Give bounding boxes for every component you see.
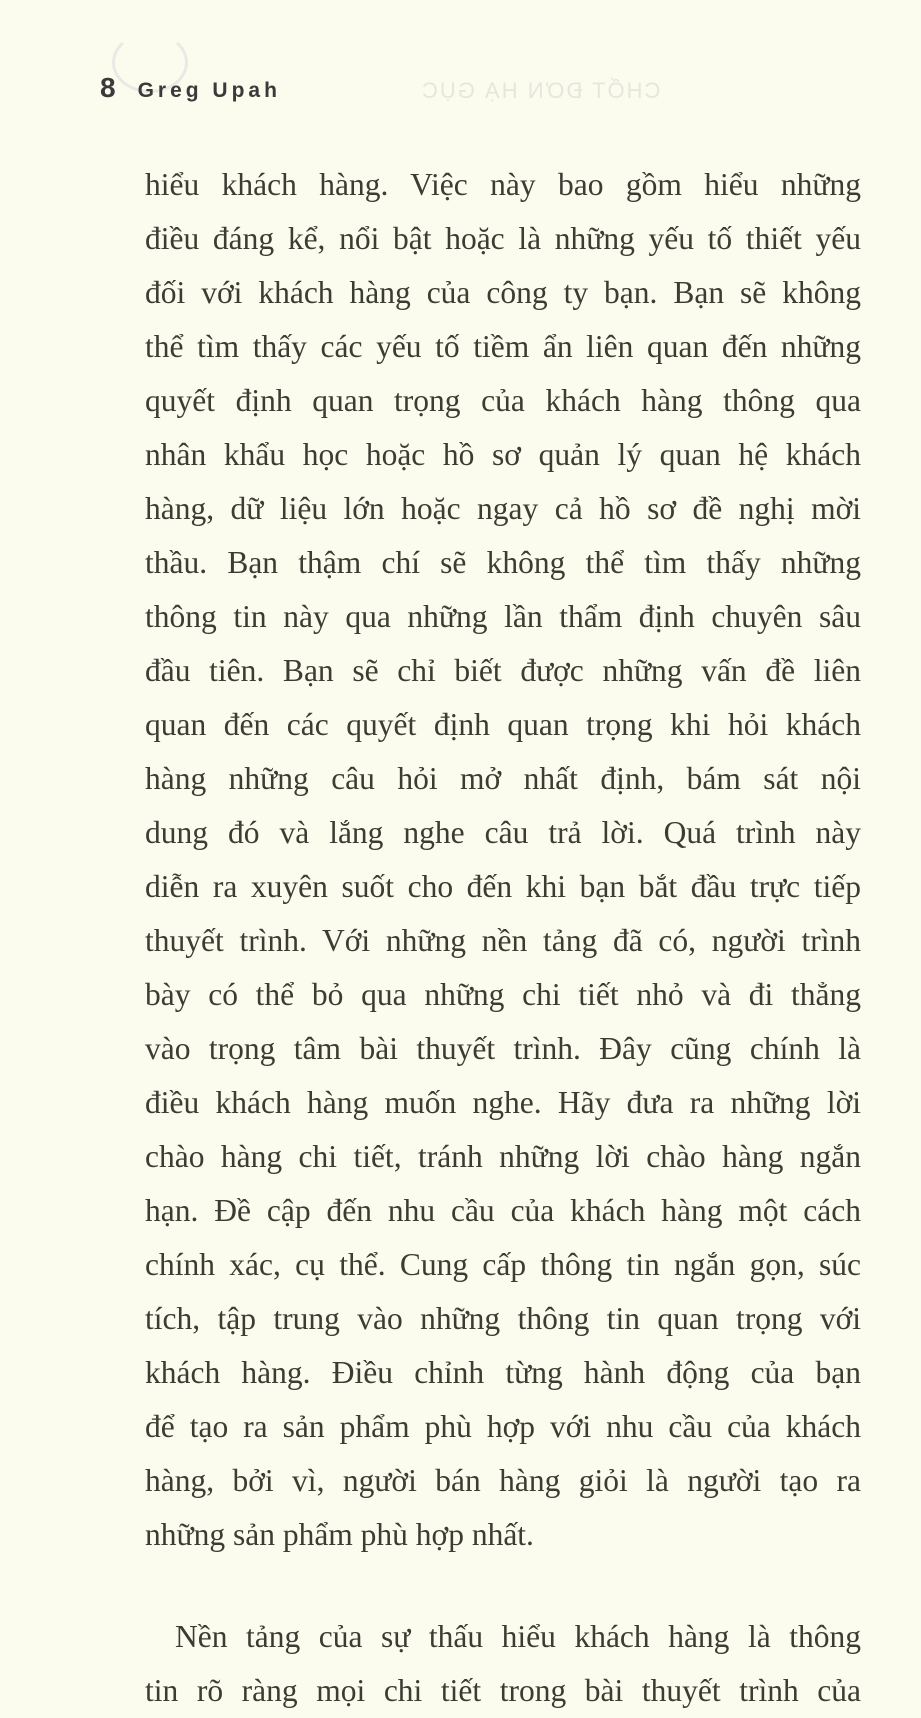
text-line: vào trọng tâm bài thuyết trình. Đây cũng chính là: [145, 1031, 861, 1066]
running-header: [100, 72, 281, 104]
text-line: chào hàng chi tiết, tránh những lời chào hàng ngắn: [145, 1139, 861, 1174]
text-line: thông tin này qua những lần thẩm định chuyên sâu: [145, 599, 861, 634]
text-line: hàng, bởi vì, người bán hàng giỏi là người tạo ra: [145, 1463, 861, 1498]
paragraph-gap: [145, 1562, 861, 1610]
text-line: quyết định quan trọng của khách hàng thông qua: [145, 383, 861, 418]
text-line: tin rõ ràng mọi chi tiết trong bài thuyết trình của: [145, 1673, 861, 1708]
text-line: hạn. Đề cập đến nhu cầu của khách hàng một cách: [145, 1193, 861, 1228]
text-line: Nền tảng của sự thấu hiểu khách hàng là thông: [175, 1619, 861, 1654]
bleed-through-title: CHỐT ĐƠN HẠ GỤC: [420, 78, 661, 103]
text-line: điều đáng kể, nổi bật hoặc là những yếu tố thiết yếu: [145, 221, 861, 256]
text-line: quan đến các quyết định quan trọng khi hỏi khách: [145, 707, 861, 742]
text-line: những sản phẩm phù hợp nhất.: [145, 1517, 534, 1552]
page-number: 8: [100, 72, 116, 103]
text-line: hàng, dữ liệu lớn hoặc ngay cả hồ sơ đề nghị mời: [145, 491, 861, 526]
text-line: bày có thể bỏ qua những chi tiết nhỏ và đi thẳng: [145, 977, 861, 1012]
body-text: [145, 158, 861, 1718]
text-line: diễn ra xuyên suốt cho đến khi bạn bắt đầu trực tiếp: [145, 869, 861, 904]
text-line: đầu tiên. Bạn sẽ chỉ biết được những vấn đề liên: [145, 653, 861, 688]
text-line: thuyết trình. Với những nền tảng đã có, người trình: [145, 923, 861, 958]
text-line: thầu. Bạn thậm chí sẽ không thể tìm thấy những: [145, 545, 861, 580]
text-line: dung đó và lắng nghe câu trả lời. Quá trình này: [145, 815, 861, 850]
text-line: đối với khách hàng của công ty bạn. Bạn sẽ không: [145, 275, 861, 310]
text-line: hiểu khách hàng. Việc này bao gồm hiểu những: [145, 167, 861, 202]
text-line: tích, tập trung vào những thông tin quan trọng với: [145, 1301, 861, 1336]
text-line: thể tìm thấy các yếu tố tiềm ẩn liên quan đến những: [145, 329, 861, 364]
text-line: để tạo ra sản phẩm phù hợp với nhu cầu của khách: [145, 1409, 861, 1444]
text-line: điều khách hàng muốn nghe. Hãy đưa ra những lời: [145, 1085, 861, 1120]
text-line: hàng những câu hỏi mở nhất định, bám sát nội: [145, 761, 861, 796]
author-name: Greg Upah: [137, 79, 281, 102]
text-line: khách hàng. Điều chỉnh từng hành động của bạn: [145, 1355, 861, 1390]
text-line: chính xác, cụ thể. Cung cấp thông tin ngắn gọn, súc: [145, 1247, 861, 1282]
text-line: nhân khẩu học hoặc hồ sơ quản lý quan hệ khách: [145, 437, 861, 472]
